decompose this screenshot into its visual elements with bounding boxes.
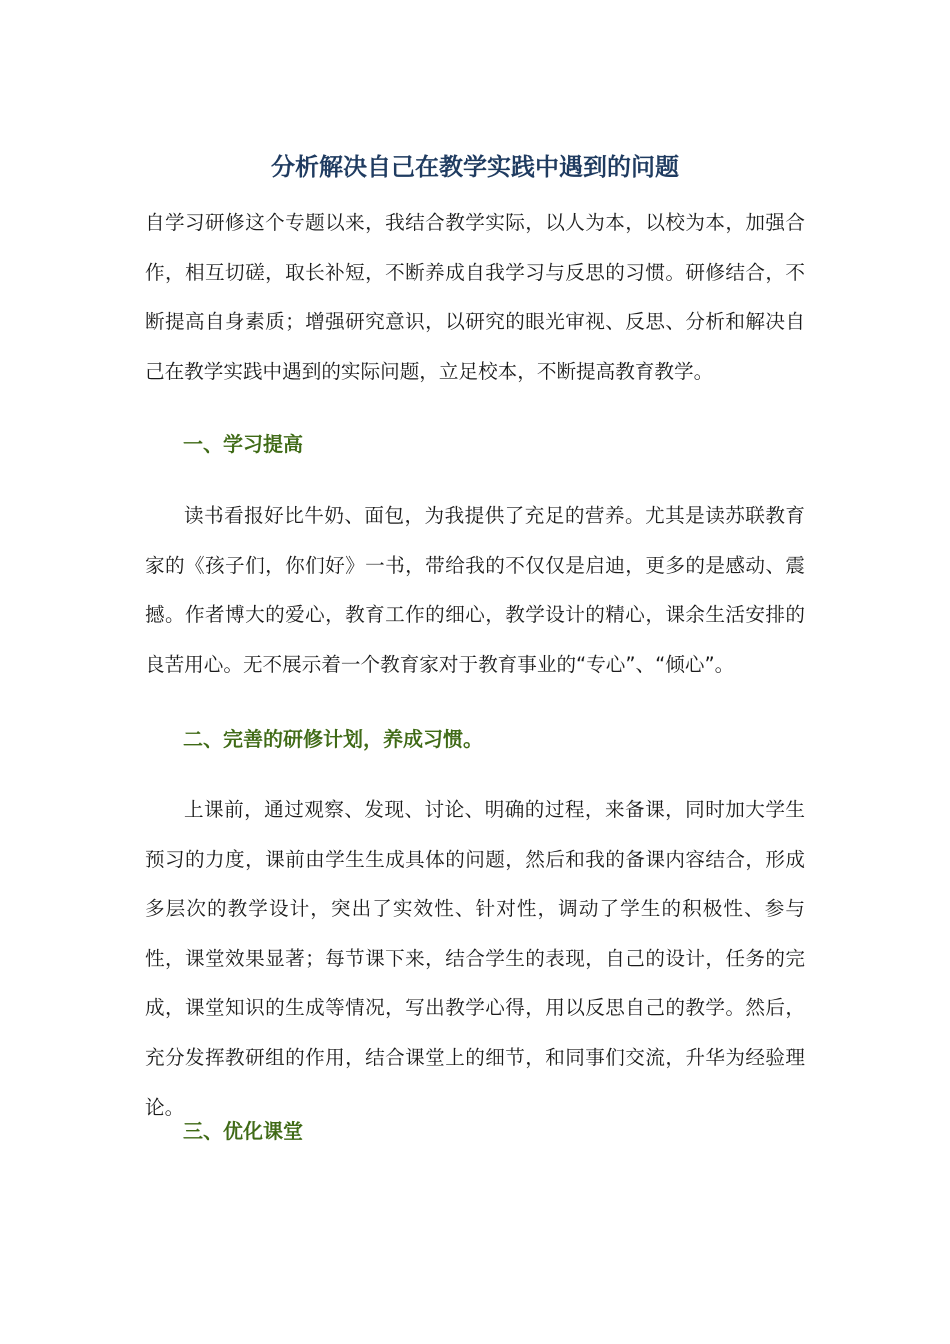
section-heading-2: 二、完善的研修计划，养成习惯。 (183, 727, 483, 751)
intro-paragraph: 自学习研修这个专题以来，我结合教学实际，以人为本，以校为本，加强合作，相互切磋，取长补短，不断养成自我学习与反思的习惯。研修结合，不断提高自身素质；增强研究意识，以研究的眼光审视、反思、分析和解决自己在教学实践中遇到的实际问题，立足校本，不断提高教育教学。 (145, 211, 805, 383)
section-body-2: 上课前，通过观察、发现、讨论、明确的过程，来备课，同时加大学生预习的力度，课前由学生生成具体的问题，然后和我的备课内容结合，形成多层次的教学设计，突出了实效性、针对性，调动了学生的积极性、参与性，课堂效果显著；每节课下来，结合学生的表现，自己的设计，任务的完成，课堂知识的生成等情况，写出教学心得，用以反思自己的教学。然后，充分发挥教研组的作用，结合课堂上的细节，和同事们交流，升华为经验理论。 (145, 798, 805, 1119)
section-heading-3: 三、优化课堂 (183, 1119, 303, 1143)
section-heading-1: 一、学习提高 (183, 432, 303, 456)
document-title: 分析解决自己在教学实践中遇到的问题 (271, 153, 679, 182)
section-body-1: 读书看报好比牛奶、面包，为我提供了充足的营养。尤其是读苏联教育家的《孩子们，你们好》一书，带给我的不仅仅是启迪，更多的是感动、震撼。作者博大的爱心，教育工作的细心，教学设计的精心，课余生活安排的良苦用心。无不展示着一个教育家对于教育事业的“专心”、“倾心”。 (145, 504, 805, 676)
